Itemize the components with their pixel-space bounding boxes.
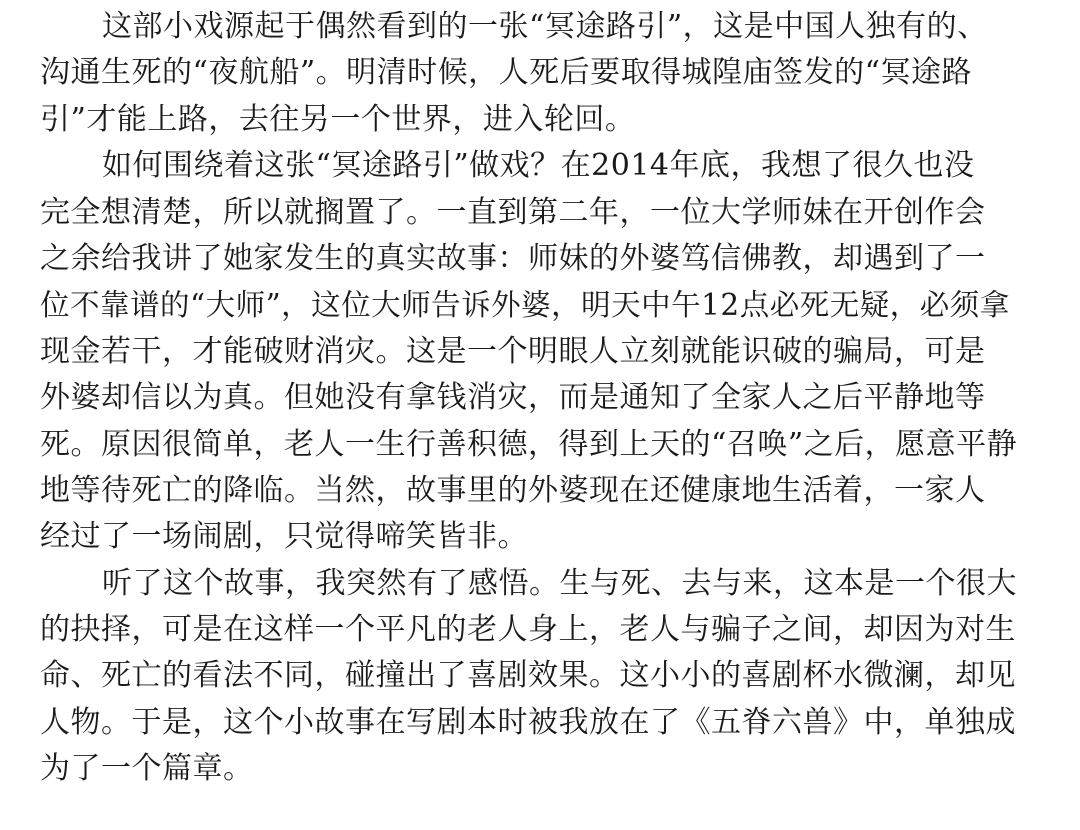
paragraph-3-line-5: 为了一个篇章。 <box>40 751 254 787</box>
paragraph-2-line-3: 之余给我讲了她家发生的真实故事：师妹的外婆笃信佛教，却遇到了一 <box>40 240 986 276</box>
paragraph-3-line-3: 命、死亡的看法不同，碰撞出了喜剧效果。这小小的喜剧杯水微澜，却见 <box>40 658 1016 694</box>
paragraph-1-line-3: 引”才能上路，去往另一个世界，进入轮回。 <box>40 101 636 137</box>
paragraph-2-line-1: 如何围绕着这张“冥途路引”做戏？在2014年底，我想了很久也没 <box>102 148 975 184</box>
paragraph-2-line-8: 地等待死亡的降临。当然，故事里的外婆现在还健康地生活着，一家人 <box>40 472 986 508</box>
paragraph-1-line-2: 沟通生死的“夜航船”。明清时候，人死后要取得城隍庙签发的“冥途路 <box>40 55 973 91</box>
paragraph-3-line-1: 听了这个故事，我突然有了感悟。生与死、去与来，这本是一个很大 <box>102 565 1017 601</box>
paragraph-3-line-2: 的抉择，可是在这样一个平凡的老人身上，老人与骗子之间，却因为对生 <box>40 612 1016 648</box>
paragraph-3-line-4: 人物。于是，这个小故事在写剧本时被我放在了《五脊六兽》中，单独成 <box>40 704 1016 740</box>
paragraph-2-line-6: 外婆却信以为真。但她没有拿钱消灾，而是通知了全家人之后平静地等 <box>40 380 986 416</box>
paragraph-2-line-4: 位不靠谱的“大师”，这位大师告诉外婆，明天中午12点必死无疑，必须拿 <box>40 288 1010 323</box>
paragraph-2-line-7: 死。原因很简单，老人一生行善积德，得到上天的“召唤”之后，愿意平静 <box>40 426 1018 462</box>
paragraph-2-line-2: 完全想清楚，所以就搁置了。一直到第二年，一位大学师妹在开创作会 <box>40 194 986 230</box>
paragraph-2-line-5: 现金若干，才能破财消灾。这是一个明眼人立刻就能识破的骗局，可是 <box>40 333 986 369</box>
paragraph-2-line-9: 经过了一场闹剧，只觉得啼笑皆非。 <box>40 519 528 555</box>
paragraph-1-line-1: 这部小戏源起于偶然看到的一张“冥途路引”，这是中国人独有的、 <box>102 9 988 44</box>
document-text <box>40 4 1020 793</box>
